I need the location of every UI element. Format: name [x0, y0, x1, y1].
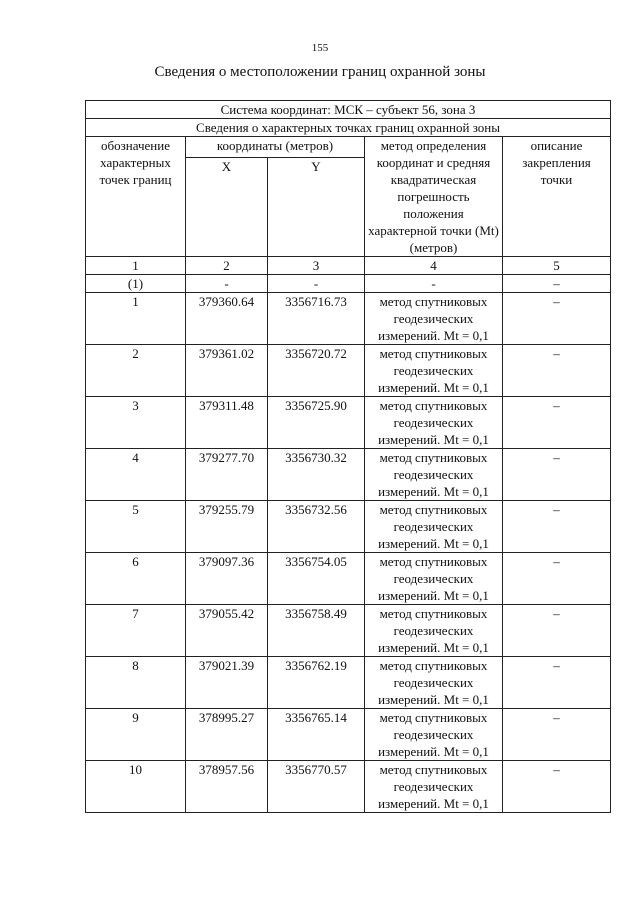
page-number: 155: [311, 42, 329, 54]
table-row: [86, 345, 611, 397]
point-cell: 3: [86, 397, 186, 449]
point-cell: 7: [86, 605, 186, 657]
fixing-cell: –: [503, 345, 611, 397]
table-row: [86, 293, 611, 345]
x-cell: 379055.42: [186, 605, 268, 657]
method-cell: метод спутниковых геодезических измерений. Mt = 0,1: [365, 605, 503, 657]
method-cell: метод спутниковых геодезических измерений. Mt = 0,1: [365, 501, 503, 553]
point-cell: 8: [86, 657, 186, 709]
x-cell: 378995.27: [186, 709, 268, 761]
coordinate-system-header: Система координат: МСК – субъект 56, зона 3: [86, 101, 611, 119]
method-cell: метод спутниковых геодезических измерений. Mt = 0,1: [365, 293, 503, 345]
section-header: Сведения о характерных точках границ охранной зоны: [86, 119, 611, 137]
x-cell: 379021.39: [186, 657, 268, 709]
coords-column-header: координаты (метров): [186, 137, 365, 158]
dash-cell: (1): [86, 275, 186, 293]
fixing-cell: –: [503, 761, 611, 813]
y-cell: 3356762.19: [268, 657, 365, 709]
point-cell: 2: [86, 345, 186, 397]
y-cell: 3356754.05: [268, 553, 365, 605]
method-cell: метод спутниковых геодезических измерений. Mt = 0,1: [365, 449, 503, 501]
dash-row: [86, 275, 611, 293]
table-row: [86, 397, 611, 449]
y-cell: 3356730.32: [268, 449, 365, 501]
table-row: [86, 449, 611, 501]
fixing-cell: –: [503, 605, 611, 657]
column-number-row: [86, 257, 611, 275]
points-column-header: обозначение характерных точек границ: [86, 137, 186, 257]
table-header-row: [86, 137, 611, 158]
point-cell: 6: [86, 553, 186, 605]
fixing-cell: –: [503, 293, 611, 345]
table-row: [86, 761, 611, 813]
dash-cell: –: [503, 275, 611, 293]
document-title: Сведения о местоположении границ охранной зоны: [154, 64, 486, 80]
point-cell: 5: [86, 501, 186, 553]
x-cell: 379361.02: [186, 345, 268, 397]
method-cell: метод спутниковых геодезических измерений. Mt = 0,1: [365, 397, 503, 449]
x-cell: 379311.48: [186, 397, 268, 449]
x-cell: 379097.36: [186, 553, 268, 605]
column-number: 1: [86, 257, 186, 275]
fixing-cell: –: [503, 501, 611, 553]
point-cell: 4: [86, 449, 186, 501]
table-row: [86, 501, 611, 553]
column-number: 2: [186, 257, 268, 275]
boundary-points-table: [85, 100, 611, 813]
table-row: [86, 709, 611, 761]
point-cell: 9: [86, 709, 186, 761]
column-number: 4: [365, 257, 503, 275]
y-cell: 3356758.49: [268, 605, 365, 657]
table-row: [86, 605, 611, 657]
x-cell: 379360.64: [186, 293, 268, 345]
table-row: [86, 553, 611, 605]
y-cell: 3356720.72: [268, 345, 365, 397]
fixing-cell: –: [503, 449, 611, 501]
dash-cell: -: [365, 275, 503, 293]
fixing-cell: –: [503, 709, 611, 761]
method-cell: метод спутниковых геодезических измерений. Mt = 0,1: [365, 345, 503, 397]
x-cell: 379255.79: [186, 501, 268, 553]
method-cell: метод спутниковых геодезических измерений. Mt = 0,1: [365, 553, 503, 605]
y-cell: 3356765.14: [268, 709, 365, 761]
fixing-column-header: описание закрепления точки: [503, 137, 611, 257]
table-row: [86, 657, 611, 709]
point-cell: 10: [86, 761, 186, 813]
fixing-cell: –: [503, 657, 611, 709]
y-cell: 3356716.73: [268, 293, 365, 345]
fixing-cell: –: [503, 397, 611, 449]
point-cell: 1: [86, 293, 186, 345]
x-cell: 378957.56: [186, 761, 268, 813]
table-header-row: [86, 101, 611, 119]
method-cell: метод спутниковых геодезических измерений. Mt = 0,1: [365, 761, 503, 813]
x-cell: 379277.70: [186, 449, 268, 501]
fixing-cell: –: [503, 553, 611, 605]
method-cell: метод спутниковых геодезических измерений. Mt = 0,1: [365, 709, 503, 761]
method-column-header: метод определения координат и средняя квадратическая погрешность положения характерной точки (Mt) (метров): [365, 137, 503, 257]
y-column-header: Y: [268, 158, 365, 257]
dash-cell: -: [186, 275, 268, 293]
method-cell: метод спутниковых геодезических измерений. Mt = 0,1: [365, 657, 503, 709]
y-cell: 3356732.56: [268, 501, 365, 553]
y-cell: 3356770.57: [268, 761, 365, 813]
column-number: 3: [268, 257, 365, 275]
column-number: 5: [503, 257, 611, 275]
y-cell: 3356725.90: [268, 397, 365, 449]
dash-cell: -: [268, 275, 365, 293]
table-header-row: [86, 119, 611, 137]
x-column-header: X: [186, 158, 268, 257]
